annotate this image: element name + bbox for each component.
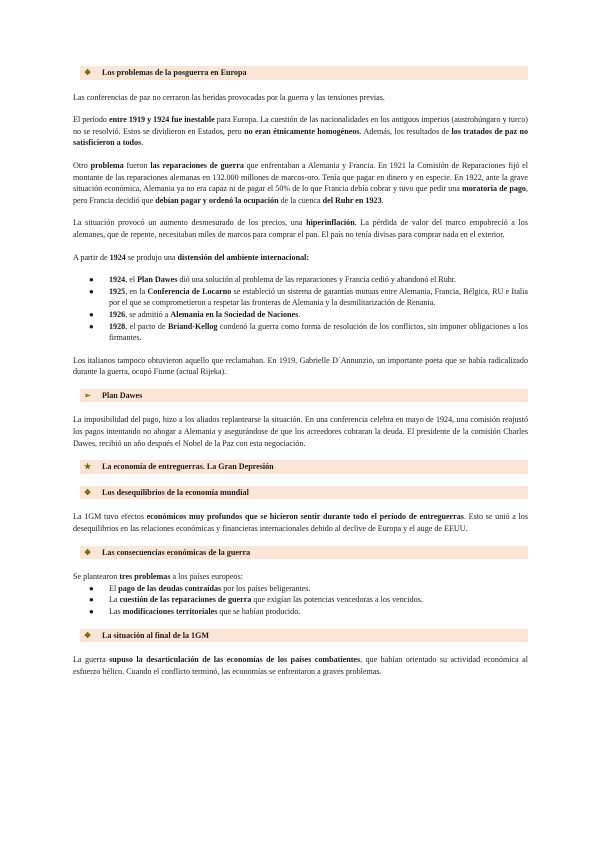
text-run: . [381,195,384,205]
heading-text: Plan Dawes [102,390,143,400]
star-bullet-icon: ★ [84,462,92,472]
text-run: condenó la guerra como forma de resolución de los conflictos, sin imponer obligaciones a los firmantes. [109,321,529,343]
text-run: que enfrentaban a Alemania y Francia. En 1921 la Comisión de Reparaciones fijó el montante de las reparaciones alemanas en 132.000 millones de marcos-oro. Tenía que pagar en dinero y en especie. En 1922, ante la grave situación económica, Alemania ya no era capaz ni de pagar el 50% de lo que Francia debía cobrar y tuvo que pedir una [73,160,528,194]
paragraph-10 [73,654,528,677]
bold-text: pago de las deudas contraídas [118,583,222,593]
text-run: A partir de [73,252,110,262]
text-run: La [109,595,120,605]
bold-text: del Ruhr en 1923 [322,195,382,205]
bullet-dot-icon: ● [89,321,94,331]
heading-text: Las consecuencias económicas de la guerra [102,547,251,557]
text-run: El [109,583,119,593]
section-heading-desequilibrios [80,486,528,500]
bold-text: no eran étnicamente homogéneos [244,126,360,136]
paragraph-7 [73,414,528,449]
paragraph-4 [73,217,528,240]
text-run: , el pacto de [125,321,168,331]
text-run: , se admitió a [125,309,171,319]
arrow-bullet-icon: ➢ [84,390,91,400]
bold-text: entre 1919 y 1924 fue inestable [108,115,215,125]
bullet-dot-icon: ● [89,595,94,605]
section-heading-posguerra [80,66,528,80]
list-item [89,286,529,309]
text-run: Las [109,607,123,616]
text-run: La 1GM tuvo efectos [73,512,147,522]
bold-text: 1928 [109,321,126,331]
text-run: por los países beligerantes. [221,583,311,593]
bold-text: los tratados de paz no satisficieron a todos [73,126,528,148]
document-page [73,66,528,688]
bold-text: Conferencia de Locarno [147,286,232,296]
list-item [89,309,528,321]
text-run: , pero Francia decidió que [73,184,528,205]
text-run: , que habían orientado su actividad económica al esfuerzo bélico. Cuando el conflicto terminó, las economías se enfrentaron a graves problemas. [73,655,528,676]
text-run: . Además, los resultados de [359,126,452,136]
text-run: que se habían producido. [217,607,301,616]
bullet-dot-icon: ● [89,275,94,285]
section-heading-consecuencias [80,546,528,560]
text-run: , en la [125,286,148,296]
text-run: , el [125,275,138,285]
text-run: a los países europeos: [170,572,243,582]
text-run: La imposibilidad del pago, hizo a los aliados replantearse la situación. En una conferencia celebra en mayo de 1924, una comisión reajustó los pagos intentando no ahogar a Alemania y asegurándose de que los acreedores cobraran la deuda. El presidente de la comisión Charles Dawes, recibió un año después el Nobel de la Paz con esta negociación. [73,415,528,448]
diamond-bullet-icon: ❖ [84,487,92,497]
paragraph-1: Las conferencias de paz no cerraron las heridas provocadas por la guerra y las tensiones previas. [73,92,385,102]
heading-text: Los desequilibrios de la economía mundial [102,487,249,497]
paragraph-6 [73,355,528,378]
bold-text: 1924 [109,275,126,285]
bold-text: Plan Dawes [137,275,178,285]
bold-text: supuso la desarticulación de las economías de los países combatientes [109,655,361,665]
bold-text: 1924 [109,252,126,262]
bold-text: las reparaciones de guerra [150,160,244,170]
bullet-dot-icon: ● [89,286,94,296]
list-item [89,321,529,344]
bullet-dot-icon: ● [89,309,94,319]
bullet-dot-icon: ● [89,583,94,593]
heading-text: La situación al final de la 1GM [102,630,210,640]
text-run: El período [73,115,109,125]
text-run: . La pérdida de valor del marco empobreció a los alemanes, que de repente, necesitaban miles de marcos para comprar el pan. El país no tenía divisas para comprar nada en el exterior. [73,218,528,239]
heading-text: La economía de entreguerras. La Gran Depresión [102,462,274,472]
paragraph-3 [73,160,528,206]
list-item [89,594,528,606]
bold-text: Briand-Kellog [167,321,218,331]
text-run: se produjo una [125,252,178,262]
diamond-bullet-icon: ❖ [84,630,92,640]
bullet-dot-icon: ● [89,607,94,616]
text-run: se estableció un sistema de garantías mutuas entre Alemania, Francia, Bélgica, RU e Italia por el que se comprometieron a respetar las fronteras de Alemania y la desmilitarización de Renania. [109,286,529,308]
bold-text: cuestión de las reparaciones de guerra [119,595,252,605]
paragraph-5 [73,252,528,264]
text-run: fueron [123,160,151,170]
text-run: Se plantearon [73,572,120,582]
text-run: para Europa. La cuestión de las nacionalidades en los antiguos imperios (austrohúngaro y turco) no se resolvió. Estos se dividieron en Estados, pero [73,115,528,136]
paragraph-2 [73,114,528,149]
bold-text: distensión del ambiente internacional: [177,252,310,262]
bold-text: 1925 [109,286,126,296]
bold-text: tres problemas [119,572,171,582]
text-run: Los italianos tampoco obtuvieron aquello que reclamaban. En 1919, Gabrielle D´Annunzio, un importante poeta que se había radicalizado durante la guerra, ocupó Fiume (actual Rijeka). [73,355,528,377]
list-item [89,583,528,595]
heading-text: Los problemas de la posguerra en Europa [102,68,247,77]
text-run: La guerra [73,655,110,665]
text-run: . [298,309,301,319]
section-heading-entreguerras [80,460,528,474]
section-heading-situacion [80,629,528,643]
bold-text: 1926 [109,309,126,319]
bold-text: económicos muy profundos que se hicieron sentir durante todo el período de entreguerras [146,512,464,522]
bold-text: modificaciones territoriales [122,607,218,616]
list-problemas [73,583,528,618]
paragraph-8 [73,511,528,534]
text-run: . Esto se unió a los desequilibrios en las relaciones económicas y financieras internacionales debido al declive de Europa y el auge de EEUU. [73,512,528,534]
list-distension [73,274,528,344]
bold-text: Alemania en la Sociedad de Naciones [170,309,299,319]
bold-text: hiperinflación [306,218,355,228]
text-run: . [141,138,144,148]
text-run: dió una solución al problema de las reparaciones y Francia cedió y abandonó el Ruhr. [177,275,457,285]
bold-text: moratoria de pago [461,184,526,194]
bold-text: problema [90,160,124,170]
list-item [89,606,528,618]
list-item [89,274,528,286]
diamond-bullet-icon: ❖ [84,547,92,557]
text-run: de la cuenca [278,195,323,205]
paragraph-9 [73,571,528,583]
diamond-bullet-icon: ❖ [84,68,92,77]
text-run: Otro [73,160,91,170]
bold-text: debían pagar y ordenó la ocupación [155,195,279,205]
text-run: La situación provocó un aumento desmesurado de los precios, una [73,218,307,228]
text-run: que exigían las potencias vencedoras a los vencidos. [251,595,423,605]
section-heading-plan-dawes [80,389,528,403]
